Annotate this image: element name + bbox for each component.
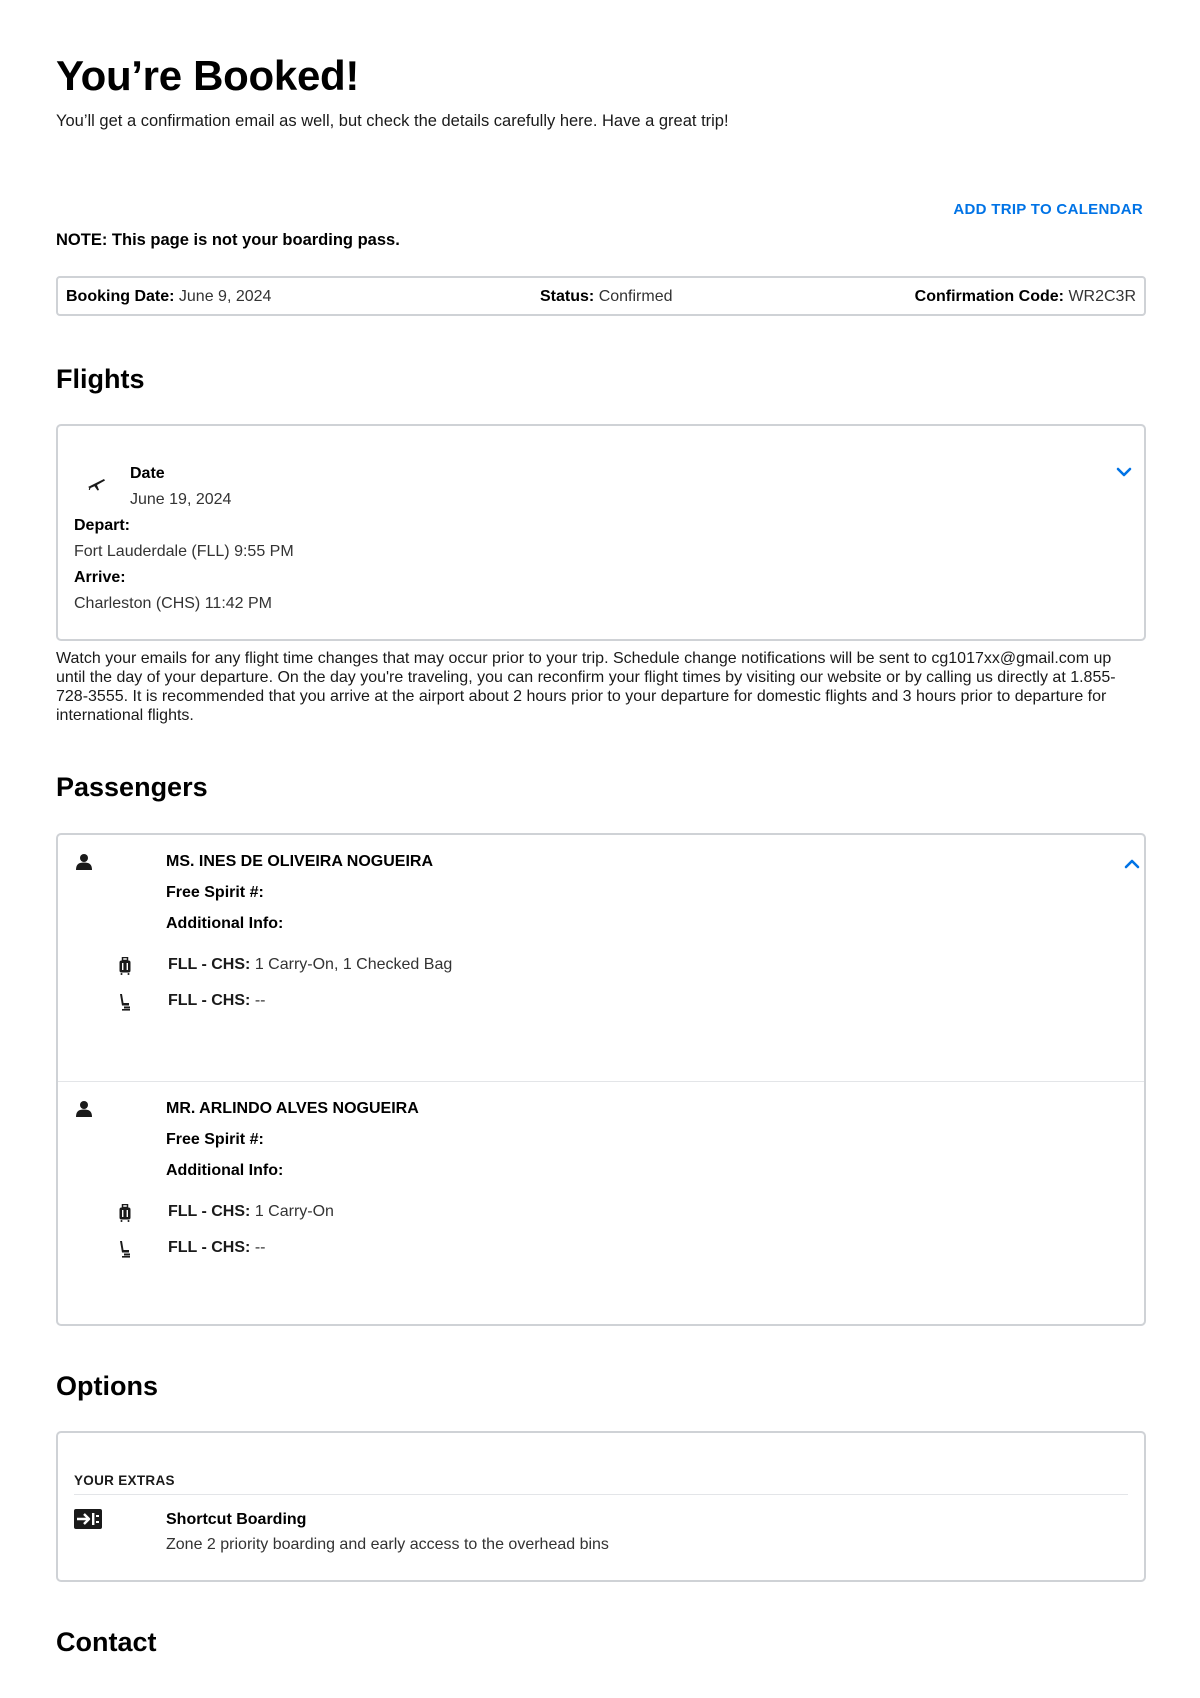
free-spirit-label: Free Spirit #: <box>166 884 264 901</box>
contact-heading: Contact <box>56 1627 157 1657</box>
plane-icon <box>86 474 106 492</box>
page-title: You’re Booked! <box>56 52 360 99</box>
seat-info: FLL - CHS: -- <box>168 992 266 1009</box>
passengers-heading: Passengers <box>56 772 208 802</box>
baggage-info: FLL - CHS: 1 Carry-On <box>168 1203 334 1220</box>
add-trip-to-calendar-link[interactable]: ADD TRIP TO CALENDAR <box>953 201 1143 218</box>
booking-status: Status: Confirmed <box>540 288 673 305</box>
options-heading: Options <box>56 1371 158 1401</box>
boarding-pass-note: NOTE: This page is not your boarding pass. <box>56 231 400 249</box>
person-icon <box>76 1100 92 1118</box>
extras-divider <box>74 1494 1128 1495</box>
depart-value: Fort Lauderdale (FLL) 9:55 PM <box>74 543 294 560</box>
page-subtitle: You’ll get a confirmation email as well, but check the details carefully here. Have a great trip! <box>56 112 729 130</box>
passenger-name: MS. INES DE OLIVEIRA NOGUEIRA <box>166 853 433 870</box>
extra-description: Zone 2 priority boarding and early access to the overhead bins <box>166 1536 609 1553</box>
seat-icon <box>118 1240 132 1258</box>
passenger-entry <box>58 835 1144 1081</box>
passengers-card <box>56 833 1146 1326</box>
seat-info: FLL - CHS: -- <box>168 1239 266 1256</box>
flight-change-notice: Watch your emails for any flight time changes that may occur prior to your trip. Schedule change notifications will be sent to cg1017xx@gmail.com up until the day of your departure. On the day you're traveling, you can reconfirm your flight times by visiting our website or by calling us directly at 1.855-728-3555. It is recommended that you arrive at the airport about 2 hours prior to your departure for domestic flights and 3 hours prior to departure for international flights. <box>56 650 1116 724</box>
flight-date-label: Date <box>130 465 165 482</box>
depart-label: Depart: <box>74 517 131 534</box>
confirmation-code: Confirmation Code: WR2C3R <box>914 288 1136 305</box>
luggage-icon <box>118 957 132 975</box>
baggage-info: FLL - CHS: 1 Carry-On, 1 Checked Bag <box>168 956 453 973</box>
options-card <box>56 1431 1146 1582</box>
flights-heading: Flights <box>56 364 145 394</box>
arrive-label: Arrive: <box>74 569 126 586</box>
booking-date: Booking Date: June 9, 2024 <box>66 288 272 305</box>
flight-date: June 19, 2024 <box>130 491 232 508</box>
person-icon <box>76 853 92 871</box>
additional-info-label: Additional Info: <box>166 1162 284 1179</box>
arrive-value: Charleston (CHS) 11:42 PM <box>74 595 272 612</box>
your-extras-header: YOUR EXTRAS <box>74 1473 175 1488</box>
shortcut-boarding-icon <box>74 1509 102 1529</box>
extra-title: Shortcut Boarding <box>166 1511 307 1528</box>
booking-summary-bar <box>56 276 1146 316</box>
chevron-down-icon[interactable] <box>1116 465 1130 479</box>
luggage-icon <box>118 1204 132 1222</box>
passenger-entry <box>58 1082 1144 1326</box>
seat-icon <box>118 993 132 1011</box>
passenger-name: MR. ARLINDO ALVES NOGUEIRA <box>166 1100 419 1117</box>
additional-info-label: Additional Info: <box>166 915 284 932</box>
chevron-up-icon[interactable] <box>1124 857 1138 871</box>
free-spirit-label: Free Spirit #: <box>166 1131 264 1148</box>
flight-card <box>56 424 1146 641</box>
